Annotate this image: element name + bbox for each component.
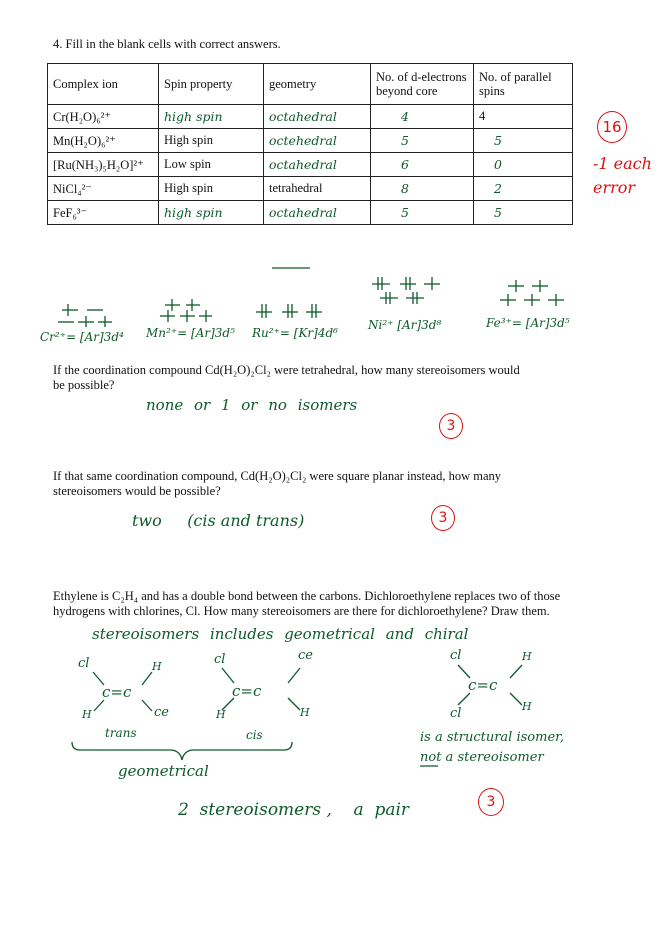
struct-h-bottom: H — [522, 700, 532, 713]
header-spin-property: Spin property — [159, 64, 264, 105]
cell-ion: Mn(H₂O)₆²⁺ — [48, 129, 159, 153]
square-prompt-line2: stereoisomers would be possible? — [53, 484, 221, 498]
structural-note-line2: not a stereoisomer — [420, 750, 544, 765]
cell-geometry: octahedral — [264, 153, 371, 177]
header-d-electrons: No. of d-electrons beyond core — [371, 64, 474, 105]
cell-spin: High spin — [159, 177, 264, 201]
trans-ce: ce — [154, 705, 169, 720]
config-cr: Cr²⁺= [Ar]3d⁴ — [40, 330, 124, 344]
struct-cc: c=c — [468, 676, 498, 694]
geometrical-label: geometrical — [118, 762, 209, 780]
cell-parallel: 0 — [474, 153, 573, 177]
ethylene-answer: 2 stereoisomers , a pair — [178, 800, 410, 820]
cell-d-electrons: 4 — [371, 105, 474, 129]
deduction-note: -1 each error — [593, 154, 652, 197]
cell-spin: high spin — [159, 201, 264, 225]
cell-geometry: octahedral — [264, 105, 371, 129]
cis-cl-right: ce — [298, 648, 313, 663]
score-circle-q4: 16 — [597, 111, 627, 143]
struct-cl-top: cl — [450, 648, 462, 663]
cell-d-electrons: 5 — [371, 201, 474, 225]
header-parallel-spins: No. of parallel spins — [474, 64, 573, 105]
cell-ion: Cr(H₂O)₆²⁺ — [48, 105, 159, 129]
cell-geometry: octehedral — [264, 129, 371, 153]
score-circle-square: 3 — [431, 505, 455, 531]
square-answer: two (cis and trans) — [132, 511, 305, 530]
cell-geometry: tetrahedral — [264, 177, 371, 201]
cell-ion: NiCl₄²⁻ — [48, 177, 159, 201]
cell-parallel: 4 — [474, 105, 573, 129]
config-mn: Mn²⁺= [Ar]3d⁵ — [146, 326, 235, 340]
cis-cl-left: cl — [214, 652, 226, 667]
struct-cl-bottom: cl — [450, 706, 462, 721]
ethylene-note: stereoisomers includes geometrical and chiral — [92, 625, 469, 643]
ethylene-prompt-line1: Ethylene is C₂H₄ and has a double bond between the carbons. Dichloroethylene replaces two of those — [53, 589, 561, 603]
cell-d-electrons: 8 — [371, 177, 474, 201]
structural-note-line1: is a structural isomer, — [420, 730, 565, 745]
struct-h-top: H — [522, 650, 532, 663]
header-geometry: geometry — [264, 64, 371, 105]
tetra-prompt-line2: be possible? — [53, 378, 115, 392]
cell-geometry: octahedral — [264, 201, 371, 225]
cis-h-right: H — [300, 706, 310, 719]
cell-parallel: 5 — [474, 129, 573, 153]
header-complex-ion: Complex ion — [48, 64, 159, 105]
score-circle-ethylene: 3 — [478, 788, 504, 816]
cell-spin: Low spin — [159, 153, 264, 177]
trans-cl: cl — [78, 656, 90, 671]
question-4-prompt: 4. Fill in the blank cells with correct answers. — [53, 37, 281, 51]
trans-label: trans — [105, 726, 137, 740]
tetra-answer: none or 1 or no isomers — [146, 396, 358, 414]
trans-h-top: H — [152, 660, 162, 673]
config-ni: Ni²⁺ [Ar]3d⁸ — [368, 318, 442, 332]
cell-parallel: 2 — [474, 177, 573, 201]
square-prompt-line1: If that same coordination compound, Cd(H₂O)₂Cl₂ were square planar instead, how many — [53, 469, 502, 483]
config-fe: Fe³⁺= [Ar]3d⁵ — [486, 316, 570, 330]
cell-spin: High spin — [159, 129, 264, 153]
score-circle-tetra: 3 — [439, 413, 463, 439]
cis-cc: c=c — [232, 682, 262, 700]
config-ru: Ru²⁺= [Kr]4d⁶ — [252, 326, 338, 340]
tetra-prompt-line1: If the coordination compound Cd(H₂O)₂Cl₂ were tetrahedral, how many stereoisomers would — [53, 363, 520, 377]
cell-d-electrons: 5 — [371, 129, 474, 153]
cell-d-electrons: 6 — [371, 153, 474, 177]
ethylene-prompt-line2: hydrogens with chlorines, Cl. How many stereoisomers are there for dichloroethylene? Draw them. — [53, 604, 550, 618]
cis-label: cis — [246, 728, 263, 742]
cis-h-left: H — [216, 708, 226, 721]
cell-ion: [Ru(NH₃)₅H₂O]²⁺ — [48, 153, 159, 177]
cell-parallel: 5 — [474, 201, 573, 225]
trans-h-bottom: H — [82, 708, 92, 721]
cell-ion: FeF₆³⁻ — [48, 201, 159, 225]
cell-spin: high spin — [159, 105, 264, 129]
trans-cc: c=c — [102, 683, 132, 701]
